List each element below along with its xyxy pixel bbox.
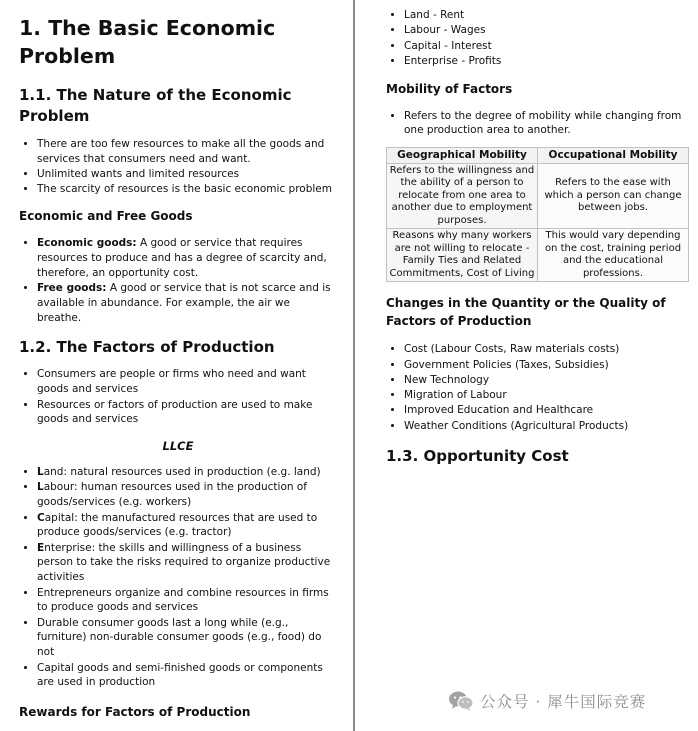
list-item: • Capital - Interest [404, 39, 690, 54]
list-item: • Cost (Labour Costs, Raw materials costs) [404, 342, 690, 357]
list-item: • Government Policies (Taxes, Subsidies) [404, 358, 690, 373]
list-item: • Economic goods: A good or service that requires resources to produce and has a degree of scarcity and, therefore, an opportunity cost. [37, 236, 337, 280]
list-item: • Consumers are people or firms who need and want goods and services [37, 367, 337, 397]
left-column [19, 14, 337, 721]
section-1-3-heading: 1.3. Opportunity Cost [386, 446, 569, 465]
table-cell: Refers to the willingness and the ability of a person to relocate from one area to another due to employment purposes. [387, 163, 538, 229]
wechat-icon [448, 690, 474, 712]
page-title: 1. The Basic Economic Problem [19, 16, 276, 68]
list-item: • Migration of Labour [404, 388, 690, 403]
table-header-row [387, 148, 689, 164]
list-item: • The scarcity of resources is the basic economic problem [37, 182, 337, 197]
list-item: • New Technology [404, 373, 690, 388]
column-divider [353, 0, 355, 731]
list-item: • Labour: human resources used in the production of goods/services (e.g. workers) [37, 480, 337, 510]
changes-heading: Changes in the Quantity or the Quality of Factors of Production [386, 296, 666, 329]
list-item: • Improved Education and Healthcare [404, 403, 690, 418]
list-item: • There are too few resources to make all the goods and services that consumers need and want. [37, 137, 337, 167]
mobility-list [386, 109, 690, 139]
list-item: • Land - Rent [404, 8, 690, 23]
list-item: • Capital: the manufactured resources that are used to produce goods/services (e.g. tractor) [37, 511, 337, 541]
watermark-text: 公众号 · 犀牛国际竞赛 [480, 693, 647, 711]
table-header: Geographical Mobility [387, 148, 538, 164]
list-item: • Enterprise: the skills and willingness of a business person to take the risks required to organize productive activities [37, 541, 337, 585]
list-item: • Land: natural resources used in production (e.g. land) [37, 465, 337, 480]
table-header: Occupational Mobility [538, 148, 689, 164]
list-item: • Durable consumer goods last a long while (e.g., furniture) non-durable consumer goods (e.g., food) do not [37, 616, 337, 660]
mobility-table [386, 147, 689, 282]
table-cell: Refers to the ease with which a person can change between jobs. [538, 163, 689, 229]
list-item: • Free goods: A good or service that is not scarce and is available in abundance. For example, the air we breathe. [37, 281, 337, 325]
list-item: • Enterprise - Profits [404, 54, 690, 69]
table-cell: This would vary depending on the cost, training period and the educational professions. [538, 229, 689, 282]
goods-list [19, 236, 337, 325]
section-1-2-heading: 1.2. The Factors of Production [19, 338, 275, 357]
factors-list [19, 367, 337, 427]
list-item: • Resources or factors of production are used to make goods and services [37, 398, 337, 428]
table-row [387, 229, 689, 282]
llce-list [19, 465, 337, 690]
list-item: • Weather Conditions (Agricultural Products) [404, 419, 690, 434]
economic-free-goods-heading: Economic and Free Goods [19, 209, 193, 224]
section-1-1-heading: 1.1. The Nature of the Economic Problem [19, 86, 292, 125]
mobility-heading: Mobility of Factors [386, 81, 513, 96]
llce-title: LLCE [162, 439, 194, 454]
list-item: • Capital goods and semi-finished goods or components are used in production [37, 661, 337, 691]
rewards-heading: Rewards for Factors of Production [19, 705, 251, 720]
list-item: • Labour - Wages [404, 23, 690, 38]
table-cell: Reasons why many workers are not willing to relocate - Family Ties and Related Commitments, Cost of Living [387, 229, 538, 282]
changes-list [386, 342, 690, 433]
watermark [448, 690, 646, 712]
rewards-list [386, 8, 690, 69]
right-column [386, 8, 690, 467]
table-row [387, 163, 689, 229]
list-item: • Refers to the degree of mobility while changing from one production area to another. [404, 109, 690, 139]
nature-list [19, 137, 337, 197]
list-item: • Unlimited wants and limited resources [37, 167, 337, 182]
list-item: • Entrepreneurs organize and combine resources in firms to produce goods and services [37, 586, 337, 616]
